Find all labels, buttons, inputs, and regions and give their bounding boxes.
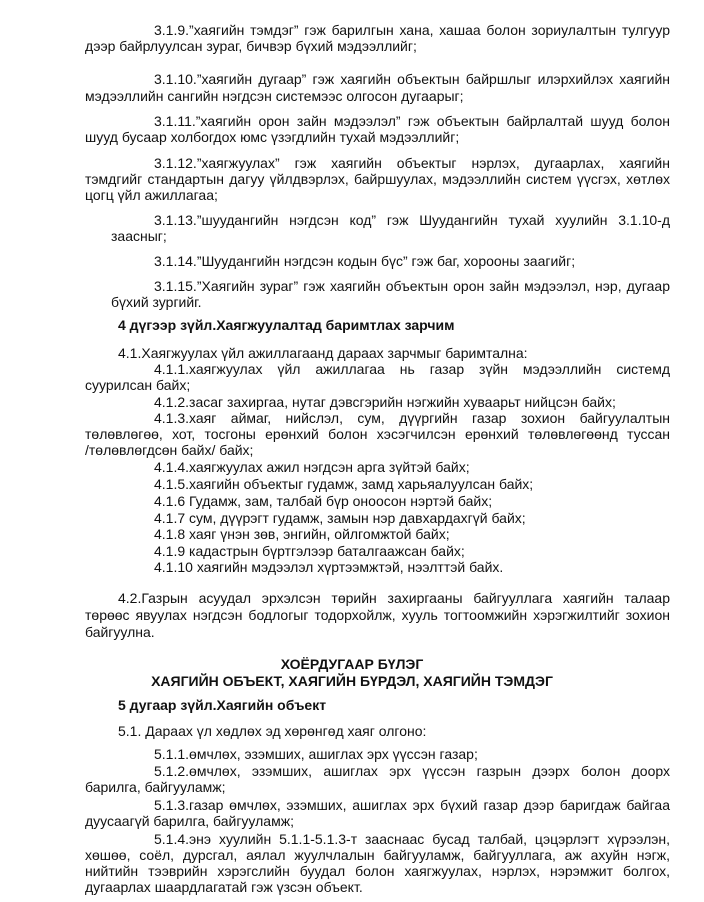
text-line: 4.1.3.хаяг аймаг, нийслэл, сум, дүүргийн газар зохион байгуулалтын: [154, 410, 670, 426]
article-heading: 5 дугаар зүйл.Хаягийн объект: [118, 697, 327, 713]
text-line: 4.1.8 хаяг үнэн зөв, энгийн, ойлгомжтой байх;: [154, 526, 450, 542]
text-line: 4.1.7 сум, дүүрэгт гудамж, замын нэр давхардахгүй байх;: [154, 510, 526, 526]
text-line: 3.1.9.”хаягийн тэмдэг” гэж барилгын хана, хашаа болон зориулалтын тулгуур: [154, 22, 670, 38]
text-line: цогц үйл ажиллагаа;: [85, 187, 218, 203]
text-line: дээр байрлуулсан зураг, бичвэр бүхий мэдээллийг;: [85, 38, 417, 54]
article-heading: 4 дүгээр зүйл.Хаягжуулалтад баримтлах зарчим: [118, 317, 455, 333]
text-line: нийтийн тээврийн хэрэгслийн буудал болон хаягжуулах, нэрлэх, нэрэмжит болгох,: [85, 863, 670, 879]
text-line: дуусаагүй барилга, байгууламж;: [85, 813, 294, 829]
text-line: /төлөвлөгдсөн байх/ байх;: [85, 442, 254, 458]
text-line: тэмдгийг стандартын дагуу үйлдвэрлэх, байршуулах, мэдээллийн систем үүсгэх, хөтлөх: [85, 171, 670, 187]
text-line: 3.1.13.”шуудангийн нэгдсэн код” гэж Шуудангийн тухай хуулийн 3.1.10-д: [154, 212, 670, 228]
chapter-number: ХОЁРДУГААР БҮЛЭГ: [280, 656, 424, 672]
text-line: 3.1.15.”Хаягийн зураг” гэж хаягийн объектын орон зайн мэдээлэл, нэр, дугаар: [154, 278, 670, 294]
text-line: 5.1. Дараах үл хөдлөх эд хөрөнгөд хаяг олгоно:: [118, 723, 427, 739]
text-line: дугаарлах шаардлагатай гэж үзсэн объект.: [85, 879, 363, 895]
text-line: төрөөс явуулах нэгдсэн бодлогыг тодорхойлж, хууль тогтоомжийн хэрэгжилтийг зохион: [85, 607, 670, 623]
text-line: 5.1.2.өмчлөх, эзэмших, ашиглах эрх үүссэн газрын дээрх болон доорх: [154, 763, 670, 779]
text-line: 4.1.6 Гудамж, зам, талбай бүр оноосон нэртэй байх;: [154, 493, 493, 509]
text-line: 4.1.9 кадастрын бүртгэлээр баталгаажсан байх;: [154, 543, 465, 559]
text-line: шууд бусаар холбогдох юмс үзэгдлийн тухай мэдээллийг;: [85, 129, 460, 145]
text-line: 3.1.12.”хаягжуулах” гэж хаягийн объектыг нэрлэх, дугаарлах, хаягийн: [154, 155, 670, 171]
text-line: бүхий зургийг.: [111, 294, 202, 310]
text-line: 5.1.4.энэ хуулийн 5.1.1-5.1.3-т зааснаас бусад талбай, цэцэрлэгт хүрээлэн,: [154, 831, 670, 847]
text-line: 3.1.10.”хаягийн дугаар” гэж хаягийн объектын байршлыг илэрхийлэх хаягийн: [154, 71, 670, 87]
text-line: заасныг;: [111, 228, 167, 244]
chapter-title: ХАЯГИЙН ОБЪЕКТ, ХАЯГИЙН БҮРДЭЛ, ХАЯГИЙН ТЭМДЭГ: [151, 673, 553, 689]
text-line: 4.1.1.хаягжуулах үйл ажиллагаа нь газар зүйн мэдээллийн системд: [154, 361, 670, 377]
text-line: 4.2.Газрын асуудал эрхэлсэн төрийн захиргааны байгууллага хаягийн талаар: [118, 590, 670, 606]
text-line: 3.1.11.”хаягийн орон зайн мэдээлэл” гэж объектын байрлалтай шууд болон: [154, 113, 670, 129]
text-line: 3.1.14.”Шуудангийн нэгдсэн кодын бүс” гэж баг, хорооны заагийг;: [154, 253, 576, 269]
text-line: мэдээллийн сангийн нэгдсэн системээс олгосон дугаарыг;: [85, 88, 464, 104]
text-line: 4.1.2.засаг захиргаа, нутаг дэвсгэрийн нэгжийн хуваарьт нийцсэн байх;: [154, 394, 616, 410]
text-line: төлөвлөгөө, хот, тосгоны ерөнхий болон хэсэгчилсэн ерөнхий төлөвлөгөөнд туссан: [85, 426, 670, 442]
text-line: 4.1.5.хаягийн объектыг гудамж, замд харьяалуулсан байх;: [154, 476, 534, 492]
text-line: 4.1.Хаягжуулах үйл ажиллагаанд дараах зарчмыг баримтална:: [118, 345, 528, 361]
text-line: 4.1.4.хаягжуулах ажил нэгдсэн арга зүйтэй байх;: [154, 459, 470, 475]
text-line: байгуулна.: [85, 624, 155, 640]
text-line: суурилсан байх;: [85, 377, 191, 393]
text-line: 4.1.10 хаягийн мэдээлэл хүртээмжтэй, нээлттэй байх.: [154, 559, 504, 575]
text-line: 5.1.1.өмчлөх, эзэмших, ашиглах эрх үүссэн газар;: [154, 746, 478, 762]
text-line: 5.1.3.газар өмчлөх, эзэмших, ашиглах эрх бүхий газар дээр баригдаж байгаа: [154, 797, 670, 813]
text-line: барилга, байгууламж;: [85, 779, 226, 795]
text-line: хөшөө, соёл, дурсгал, аялал жуулчлалын байгууламж, байгууллага, аж ахуйн нэгж,: [85, 847, 670, 863]
